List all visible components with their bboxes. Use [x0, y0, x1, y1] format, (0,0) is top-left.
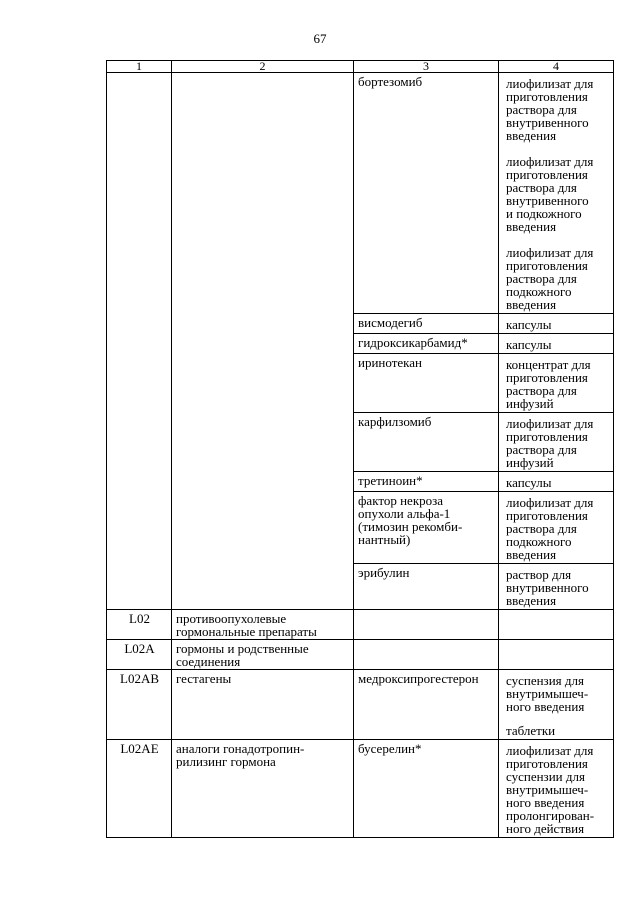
dosage-form-cell — [499, 73, 614, 314]
drug-name-cell: фактор некроза опухоли альфа-1 (тимозин рекомби- нантный) — [354, 492, 499, 564]
dosage-form-cell: капсулы — [499, 314, 614, 334]
dosage-form: суспензия для внутримышеч- ного введения — [506, 673, 589, 714]
atc-name-cell: гормоны и родственные соединения — [172, 640, 354, 670]
table-row — [107, 610, 614, 640]
atc-code-cell — [107, 73, 172, 610]
table-row — [107, 740, 614, 838]
drug-name-cell: медроксипрогестерон — [354, 670, 499, 740]
atc-code-cell: L02AE — [107, 740, 172, 838]
dosage-form-cell — [499, 740, 614, 838]
dosage-form-cell: капсулы — [499, 334, 614, 354]
dosage-form: лиофилизат для приготовления раствора для подкожного введения — [506, 245, 594, 312]
table-row — [107, 640, 614, 670]
header-col-1: 1 — [107, 61, 172, 73]
dosage-form: лиофилизат для приготовления раствора для внутривенного введения — [506, 76, 594, 143]
dosage-form: таблетки — [506, 723, 556, 738]
table-row — [107, 670, 614, 740]
page-number: 67 — [313, 31, 327, 46]
header-col-4: 4 — [499, 61, 614, 73]
drug-name-cell: карфилзомиб — [354, 413, 499, 472]
dosage-form-cell: раствор для внутривенного введения — [499, 564, 614, 610]
atc-code-cell: L02AB — [107, 670, 172, 740]
atc-name-cell: противоопухолевые гормональные препараты — [172, 610, 354, 640]
atc-name-cell: аналоги гонадотропин- рилизинг гормона — [172, 740, 354, 838]
header-col-2: 2 — [172, 61, 354, 73]
dosage-form-cell: лиофилизат для приготовления раствора для подкожного введения — [499, 492, 614, 564]
atc-code-cell: L02 — [107, 610, 172, 640]
atc-name-cell: гестагены — [172, 670, 354, 740]
drug-table — [106, 60, 614, 838]
drug-name-cell — [354, 610, 499, 640]
header-col-3: 3 — [354, 61, 499, 73]
table-header-row — [107, 61, 614, 73]
drug-name-cell: третиноин* — [354, 472, 499, 492]
table-row — [107, 73, 614, 314]
dosage-form-cell — [499, 610, 614, 640]
dosage-form-cell — [499, 640, 614, 670]
drug-name-cell — [354, 640, 499, 670]
dosage-form: лиофилизат для приготовления суспензии для внутримышеч- ного введения пролонгирован- ного действия — [506, 743, 595, 836]
drug-name-cell: гидроксикарбамид* — [354, 334, 499, 354]
atc-code-cell: L02A — [107, 640, 172, 670]
dosage-form-cell: лиофилизат для приготовления раствора для инфузий — [499, 413, 614, 472]
atc-name-cell — [172, 73, 354, 610]
dosage-form-cell: концентрат для приготовления раствора для инфузий — [499, 354, 614, 413]
drug-name-cell: бусерелин* — [354, 740, 499, 838]
dosage-form: лиофилизат для приготовления раствора для внутривенного и подкожного введения — [506, 154, 594, 234]
drug-name-cell: иринотекан — [354, 354, 499, 413]
dosage-form-cell — [499, 670, 614, 740]
drug-name-cell: бортезомиб — [354, 73, 499, 314]
drug-name-cell: висмодегиб — [354, 314, 499, 334]
drug-name-cell: эрибулин — [354, 564, 499, 610]
dosage-form-cell: капсулы — [499, 472, 614, 492]
